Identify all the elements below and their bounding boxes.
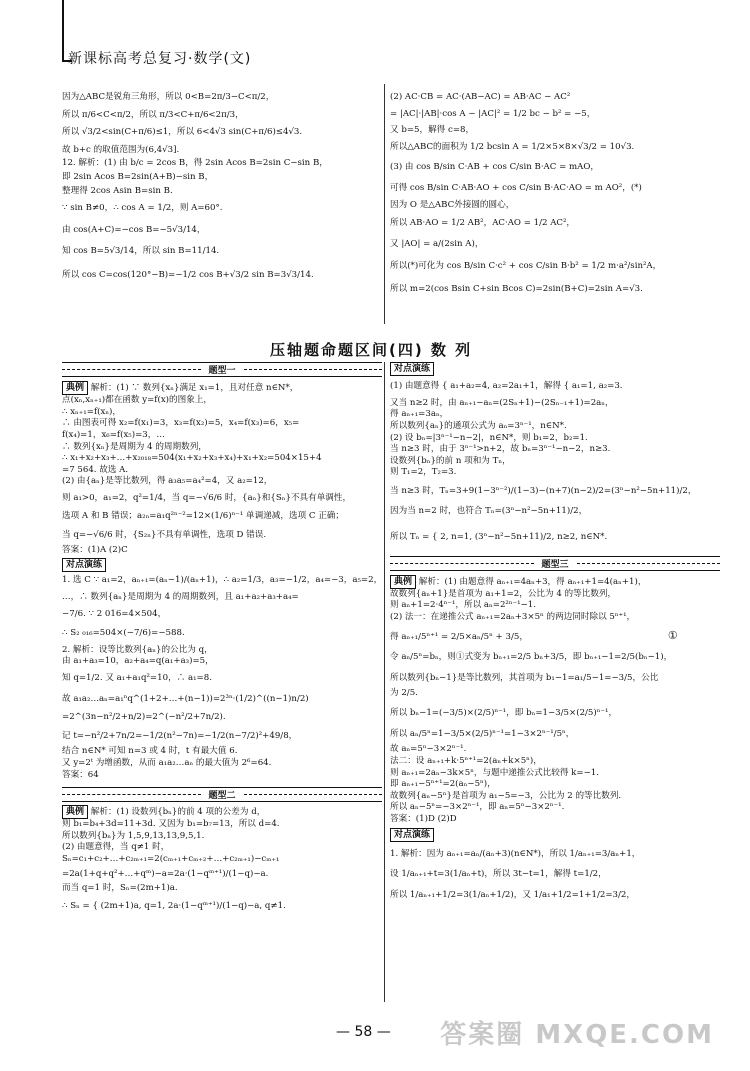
text-line: 所以 Tₙ = { 2, n=1, (3ⁿ−n²−5n+11)/2, n≥2, n∈N*. xyxy=(390,532,608,543)
text-line: (2) 设 bₙ=|3ⁿ⁻¹−n−2|，n∈N*，则 b₁=2，b₂=1. xyxy=(390,432,588,443)
text-line: ∴ Sₙ = { (2m+1)a, q=1, 2a·(1−qᵐ⁺¹)/(1−q)−a, q≠1. xyxy=(62,900,286,911)
text-line: 所以(*)可化为 cos B/sin C·c² + cos C/sin B·b² = 1/2 m·a²/sin²A， xyxy=(390,261,662,272)
text-line: 所以 π/6<C<π/2，所以 π/3<C+π/6<2π/3， xyxy=(62,109,244,120)
practice-tag: 对点演练 xyxy=(62,558,106,572)
bottom-left-column xyxy=(62,362,382,912)
text-line: 当 q=−√6/6 时，{S₂ₙ}不具有单调性，选项 D 错误. xyxy=(62,530,267,541)
text-line: 又 y=2ᵗ 为增函数，从而 a₁a₂…aₙ 的最大值为 2⁶=64. xyxy=(62,757,272,768)
text-line: 所以 aₙ−5ⁿ=−3×2ⁿ⁻¹，即 aₙ=5ⁿ−3×2ⁿ⁻¹. xyxy=(390,802,565,813)
banner-dash xyxy=(390,563,534,564)
section-title: 压轴题命题区间(四) 数 列 xyxy=(270,341,473,359)
text-line: 答案：(1)A (2)C xyxy=(62,544,128,555)
text-line: 因为 O 是△ABC外接圆的圆心， xyxy=(390,199,515,210)
text-line: 点(xₙ,xₙ₊₁)都在函数 y=f(x)的图象上， xyxy=(62,395,213,406)
text-line: 所以 1/aₙ₊₁+1/2=3(1/aₙ+1/2)，又 1/a₁+1/2=1+1/2=3/2， xyxy=(390,889,635,900)
top-left-column xyxy=(62,92,382,282)
text-line: 记 t=−n²/2+7n/2=−1/2(n²−7n)=−1/2(n−7/2)²+49/8， xyxy=(62,730,298,741)
text-line xyxy=(390,629,720,644)
text-line: 因为△ABC是锐角三角形，所以 0<B=2π/3−C<π/2， xyxy=(62,92,275,102)
text-line: 由 cos(A+C)=−cos B=−5√3/14， xyxy=(62,224,206,235)
text-line: Sₙ=c₁+c₂+…+c₂ₘ₊₁=2(cₘ₊₁+cₘ₊₂+…+c₂ₘ₊₁)−cₘ₊₁ xyxy=(62,854,280,865)
text-line: (2) 法一：在递推公式 aₙ₊₁=2aₙ+3×5ⁿ 的两边同时除以 5ⁿ⁺¹， xyxy=(390,612,636,622)
text-line: = |AC|·|AB|·cos A − |AC|² = 1/2 bc − b² = −5， xyxy=(390,108,596,119)
text-line: 结合 n∈N* 可知 n=3 或 4 时，t 有最大值 6. xyxy=(62,746,238,757)
type-label: 题型一 xyxy=(201,363,244,376)
example-block-3 xyxy=(390,575,720,826)
text-line: 而当 q=1 时，Sₙ=(2m+1)a. xyxy=(62,883,178,894)
text-line: 故 aₙ=5ⁿ−3×2ⁿ⁻¹. xyxy=(390,744,467,755)
text-line: 得 aₙ₊₁/5ⁿ⁺¹ = 2/5×aₙ/5ⁿ + 3/5， xyxy=(390,631,528,642)
text-line: 则 aₙ+1=2·4ⁿ⁻¹，所以 aₙ=2²ⁿ⁻¹−1. xyxy=(390,600,536,611)
text-line: 则 aₙ₊₁=2aₙ−3k×5ⁿ，与题中递推公式比较得 k=−1. xyxy=(390,767,599,778)
text-line: 即 aₙ₊₁−5ⁿ⁺¹=2(aₙ−5ⁿ)， xyxy=(390,779,496,790)
text-line: 所以 m=2(cos Bsin C+sin Bcos C)=2sin(B+C)=2sin A=√3. xyxy=(390,283,643,294)
text-line: 令 aₙ/5ⁿ=bₙ，则①式变为 bₙ₊₁=2/5 bₙ+3/5，即 bₙ₊₁−1=2/5(bₙ−1)， xyxy=(390,652,673,663)
text-line: 得 aₙ₊₁=3aₙ， xyxy=(390,409,449,420)
top-right-column xyxy=(390,92,720,296)
text-line: 设数列{bₙ}的前 n 项和为 Tₙ， xyxy=(390,455,511,466)
text-line: ∴ 数列{xₙ}是周期为 4 的周期数列， xyxy=(62,441,207,452)
text-line: 设 1/aₙ₊₁+t=3(1/aₙ+t)，所以 3t−t=1，解得 t=1/2， xyxy=(390,869,607,880)
banner-dash xyxy=(244,369,383,370)
text-line: 当 n≥3 时，Tₙ=3+9(1−3ⁿ⁻²)/(1−3)−(n+7)(n−2)/2=(3ⁿ−n²−5n+11)/2， xyxy=(390,485,697,496)
text-line xyxy=(62,805,382,819)
type-banner-2 xyxy=(62,787,382,802)
text-line: (2) 由{aₙ}是等比数列，得 a₃a₅=a₄²=4，又 a₂=12， xyxy=(62,476,273,487)
text-line: 因为当 n=2 时，也符合 Tₙ=(3ⁿ−n²−5n+11)/2， xyxy=(390,506,588,517)
text-line: 2. 解析：设等比数列{aₙ}的公比为 q， xyxy=(62,644,213,655)
banner-dash xyxy=(62,794,201,795)
text-line: 由 a₁+a₃=10，a₂+a₄=q(a₁+a₃)=5， xyxy=(62,656,214,667)
text-line: ∴ xₙ₊₁=f(xₙ)， xyxy=(62,406,121,417)
text-line: 所以 AB·AO = 1/2 AB²，AC·AO = 1/2 AC²， xyxy=(390,218,576,229)
type-label: 题型二 xyxy=(201,788,244,801)
text-line: 12. 解析：(1) 由 b/c = 2cos B，得 2sin Acos B=2sin C−sin B， xyxy=(62,158,328,169)
practice-tag: 对点演练 xyxy=(390,828,434,842)
text-line: 所以数列{bₙ−1}是等比数列，其首项为 b₁−1=a₁/5−1=−3/5，公比 xyxy=(390,673,659,684)
text-line: 答案：(1)D (2)D xyxy=(390,813,457,824)
text-line: 又 |AO| = a/(2sin A)， xyxy=(390,238,484,249)
text-line: (2) 由题意得，当 q≠1 时， xyxy=(62,842,170,853)
practice-block-1-cont xyxy=(390,362,720,544)
text-line: 答案：64 xyxy=(62,769,99,780)
text-line: …，∴ 数列{aₙ}是周期为 4 的周期数列，且 a₁+a₂+a₃+a₄= xyxy=(62,592,299,602)
text-line: 选项 A 和 B 错误；a₂ₙ=a₁q²ⁿ⁻²=12×(1/6)ⁿ⁻¹ 单调递减，选项 C 正确； xyxy=(62,511,344,522)
type-label: 题型三 xyxy=(534,557,577,570)
practice-header xyxy=(390,828,720,842)
text-line: 所以数列{bₙ}为 1,5,9,13,13,9,5,1. xyxy=(62,830,205,841)
text-line: 则 b₁=b₄+3d=11+3d. 又因为 b₁=b₇=13，所以 d=4. xyxy=(62,819,280,830)
type-banner-3 xyxy=(390,556,720,571)
practice-tag: 对点演练 xyxy=(390,362,434,376)
text-line: 则 a₁>0，a₁=2，q²=1/4，当 q=−√6/6 时，{aₙ}和{Sₙ}不具有单调性， xyxy=(62,492,352,503)
practice-header xyxy=(390,362,720,376)
type-banner-1 xyxy=(62,362,382,377)
equation-marker: ① xyxy=(667,628,678,642)
text-line: 知 cos B=5√3/14，所以 sin B=11/14. xyxy=(62,246,220,257)
text-line: 故 a₁a₂…aₙ=a₁ⁿq^(1+2+…+(n−1))=2³ⁿ·(1/2)^((n−1)n/2) xyxy=(62,693,309,704)
text-line: 所以 √3/2<sin(C+π/6)≤1，所以 6<4√3 sin(C+π/6)≤4√3. xyxy=(62,127,303,138)
banner-dash xyxy=(244,794,383,795)
text-line: 所以 aₙ/5ⁿ=1−3/5×(2/5)ⁿ⁻¹=1−3×2ⁿ⁻¹/5ⁿ， xyxy=(390,728,575,739)
text-line: 所以 cos C=cos(120°−B)=−1/2 cos B+√3/2 sin B=3√3/14. xyxy=(62,269,314,280)
banner-dash xyxy=(62,369,201,370)
text-line: 所以 bₙ−1=(−3/5)×(2/5)ⁿ⁻¹，即 bₙ=1−3/5×(2/5)ⁿ⁻¹， xyxy=(390,708,618,719)
example-tag: 典例 xyxy=(62,805,88,819)
text-line: (3) 由 cos B/sin C·AB + cos C/sin B·AC = mAO， xyxy=(390,162,599,173)
text-line: 为 2/5. xyxy=(390,687,418,698)
text-line: (2) AC·CB = AC·(AB−AC) = AB·AC − AC² xyxy=(390,92,571,102)
watermark-logo: 答案圈 MXQE.COM xyxy=(440,1020,714,1050)
text-line: =7 564. 故选 A. xyxy=(62,464,129,475)
text-line: 解析：(1) 由题意得 aₙ₊₁=4aₙ+3，得 aₙ₊₁+1=4(aₙ+1)， xyxy=(418,576,647,587)
column-divider xyxy=(384,362,385,1002)
text-line: 故数列{aₙ−5ⁿ}是首项为 a₁−5=−3，公比为 2 的等比数列. xyxy=(390,790,622,801)
example-tag: 典例 xyxy=(390,575,416,589)
text-line: 知 q=1/2. 又 a₁+a₁q²=10，∴ a₁=8. xyxy=(62,672,212,683)
example-block-1 xyxy=(62,381,382,556)
text-line: 当 n≥3 时，由于 3ⁿ⁻¹>n+2，故 bₙ=3ⁿ⁻¹−n−2，n≥3. xyxy=(390,444,611,455)
text-line: ∴ S₂ ₀₁₆=504×(−7/6)=−588. xyxy=(62,628,185,639)
text-line xyxy=(390,575,720,589)
example-tag: 典例 xyxy=(62,381,88,395)
text-line: 解析：(1) 设数列{bₙ}的前 4 项的公差为 d， xyxy=(90,807,266,818)
text-line: ∴ 由图表可得 x₂=f(x₁)=3，x₃=f(x₂)=5，x₄=f(x₃)=6，x₅= xyxy=(62,418,300,429)
text-line: −7/6. ∵ 2 016=4×504， xyxy=(62,608,167,619)
header-rule xyxy=(62,0,64,62)
bottom-right-column xyxy=(390,362,720,901)
text-line: 解析：(1) ∵ 数列{xₙ}满足 x₁=1，且对任意 n∈N*， xyxy=(90,383,299,393)
text-line: 1. 解析：因为 aₙ₊₁=aₙ/(aₙ+3)(n∈N*)，所以 1/aₙ₊₁=3/aₙ+1， xyxy=(390,848,641,859)
text-line: 所以数列{aₙ}的通项公式为 aₙ=3ⁿ⁻¹，n∈N*. xyxy=(390,420,567,431)
text-line: ∵ sin B≠0，∴ cos A = 1/2，则 A=60°. xyxy=(62,203,223,214)
text-line: 故 b+c 的取值范围为(6,4√3]. xyxy=(62,144,180,155)
text-line: 1. 选 C ∵ a₁=2，aₙ₊₁=(aₙ−1)/(aₙ+1)，∴ a₂=1/3，a₃=−1/2，a₄=−3，a₅=2， xyxy=(62,575,383,586)
practice-block-1 xyxy=(62,558,382,781)
text-line: 又 b=5，解得 c=8， xyxy=(390,125,475,136)
practice-block-3 xyxy=(390,828,720,902)
text-line: 则 T₁=2，T₂=3. xyxy=(390,467,457,478)
text-line: ∴ x₁+x₂+x₃+…+x₂₀₁₈=504(x₁+x₂+x₃+x₄)+x₁+x₂=504×15+4 xyxy=(62,453,322,464)
page-header: 新课标高考总复习·数学(文) xyxy=(68,51,252,67)
example-block-2 xyxy=(62,805,382,912)
text-line: f(x₄)=1，x₆=f(x₅)=3，… xyxy=(62,429,165,440)
text-line xyxy=(62,381,382,395)
text-line: 可得 cos B/sin C·AB·AO + cos C/sin B·AC·AO = m AO²，(*) xyxy=(390,182,642,193)
text-line: 法二：设 aₙ₊₁+k·5ⁿ⁺¹=2(aₙ+k×5ⁿ)， xyxy=(390,756,542,766)
text-line: 所以△ABC的面积为 1/2 bcsin A = 1/2×5×8×√3/2 = 10√3. xyxy=(390,141,635,152)
text-line: =2^(3n−n²/2+n/2)=2^(−n²/2+7n/2). xyxy=(62,712,226,723)
text-line: (1) 由题意得 { a₁+a₂=4, a₂=2a₁+1，解得 { a₁=1, a₂=3. xyxy=(390,381,623,392)
text-line: 故数列{aₙ+1}是首项为 a₁+1=2，公比为 4 的等比数列， xyxy=(390,588,617,599)
text-line: 整理得 2cos Asin B=sin B. xyxy=(62,185,173,196)
banner-dash xyxy=(577,563,721,564)
column-divider xyxy=(384,84,385,324)
page-number: — 58 — xyxy=(336,1024,391,1040)
text-line: =2a(1+q+q²+…+qᵐ)−a=2a·(1−qᵐ⁺¹)/(1−q)−a. xyxy=(62,868,269,879)
text-line: 又当 n≥2 时，由 aₙ₊₁−aₙ=(2Sₙ+1)−(2Sₙ₋₁+1)=2aₙ， xyxy=(390,397,614,408)
practice-header xyxy=(62,558,382,572)
text-line: 即 2sin Acos B=2sin(A+B)−sin B， xyxy=(62,171,214,182)
